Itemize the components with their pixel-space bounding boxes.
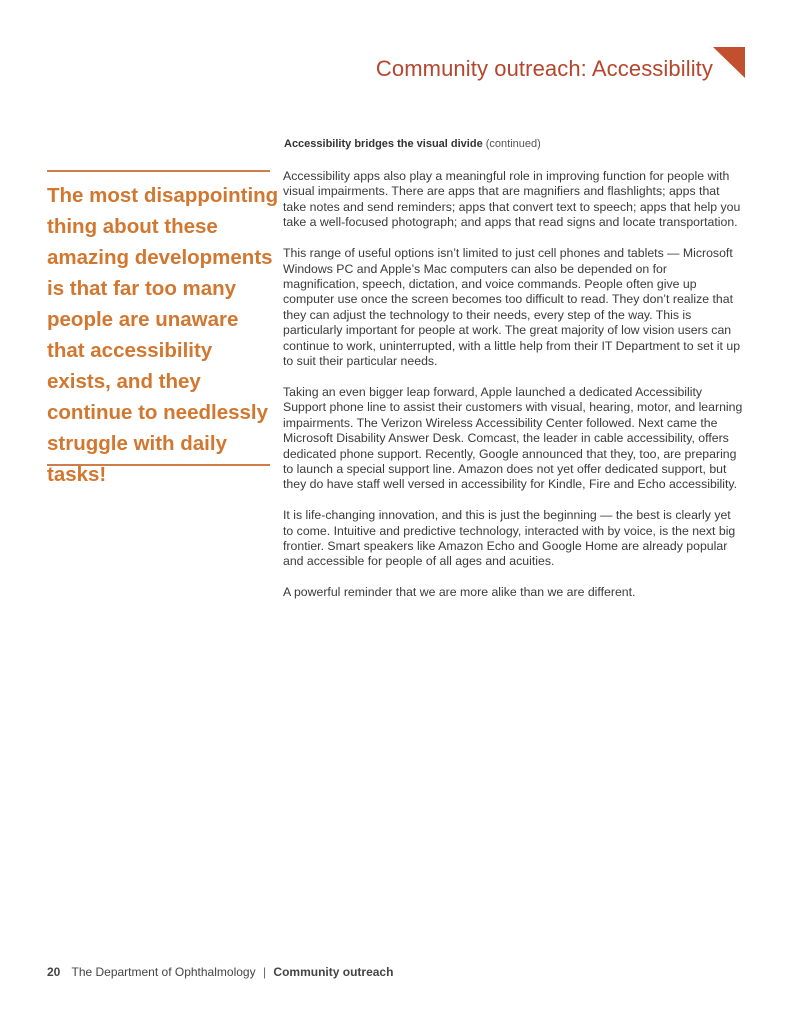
page-number: 20 bbox=[47, 965, 61, 979]
section-heading-title: Accessibility bridges the visual divide bbox=[284, 138, 483, 150]
section-heading-continued: (continued) bbox=[485, 138, 541, 150]
body-paragraph: It is life-changing innovation, and this is just the beginning — the best is clearly yet to come. Intuitive and predictive technology, interacted with by voice, is the next big frontier. Smart speakers like Amazon Echo and Google Home are already popular and accessible for people of all ages and acuities. bbox=[283, 508, 736, 569]
section-heading bbox=[284, 138, 541, 150]
body-paragraph: Taking an even bigger leap forward, Apple launched a dedicated Accessibility Support phone line to assist their customers with visual, hearing, motor, and learning impairments. The Verizon Wireless Accessibility Center followed. Next came the Microsoft Disability Answer Desk. Comcast, the leader in cable accessibility, offers dedicated phone support. Recently, Google announced that they, too, are preparing to launch a special support line. Amazon does not yet offer dedicated support, but they do have staff well versed in accessibility for Kindle, Fire and Echo accessibility. bbox=[283, 384, 743, 492]
page-header-title: Community outreach: Accessibility bbox=[375, 56, 713, 81]
pullquote-top-rule bbox=[47, 170, 270, 172]
footer-separator: | bbox=[262, 965, 267, 979]
page-footer bbox=[47, 965, 393, 979]
body-paragraph: Accessibility apps also play a meaningful role in improving function for people with visual impairments. There are apps that are magnifiers and flashlights; apps that take notes and send reminders; apps that convert text to speech; apps that help you take a well-focused photograph; and apps that read signs and locate transportation. bbox=[283, 169, 741, 230]
footer-section: Community outreach bbox=[273, 965, 394, 979]
body-paragraph: A powerful reminder that we are more alike than we are different. bbox=[283, 585, 636, 600]
pullquote-bottom-rule bbox=[47, 464, 270, 466]
footer-publication: The Department of Ophthalmology bbox=[71, 965, 256, 979]
pullquote: The most disappointing thing about these amazing developments is that far too many people are unaware that accessibility exists, and they continue to needlessly struggle with daily tasks! bbox=[47, 184, 279, 486]
body-paragraph: This range of useful options isn’t limited to just cell phones and tablets — Microsoft Windows PC and Apple’s Mac computers can also be depended on for magnification, speech, dictation, and voice commands. People often give up computer use once the screen becomes too difficult to read. They don’t realize that they can adjust the technology to their needs, every step of the way. This is particularly important for people at work. The great majority of low vision users can continue to work, uninterrupted, with a little help from their IT Department to set it up to suit their particular needs. bbox=[283, 246, 741, 368]
corner-triangle-icon bbox=[713, 47, 745, 78]
body-text bbox=[283, 169, 743, 616]
